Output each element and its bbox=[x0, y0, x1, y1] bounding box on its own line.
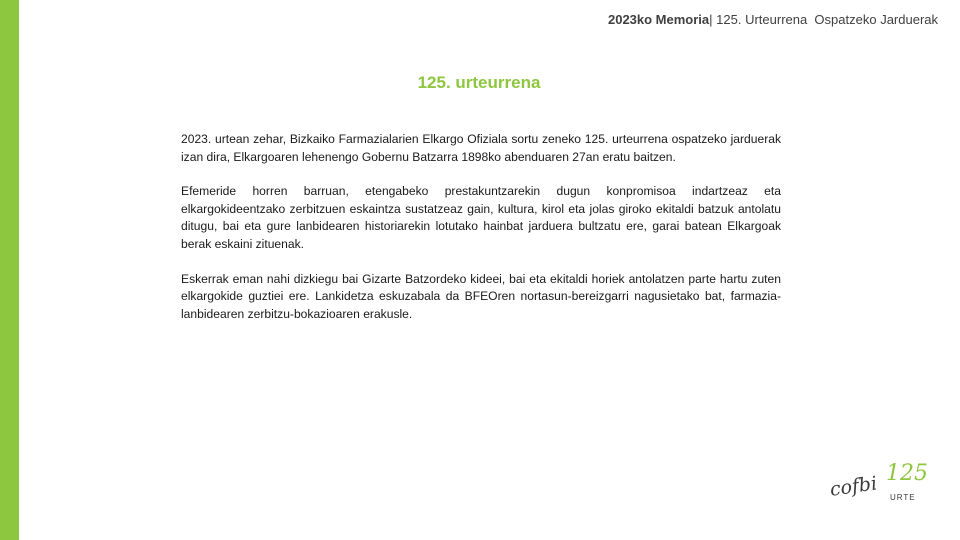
header-section-title: 125. Urteurrena Ospatzeko Jarduerak bbox=[712, 12, 938, 27]
page-title: 125. urteurrena bbox=[417, 73, 541, 92]
paragraph-2: Efemeride horren barruan, etengabeko prestakuntzarekin dugun konpromisoa indartzeaz eta elkargokideentzako zerbitzuen eskaintza sustatzeaz gain, kultura, kirol eta jolas giroko ekitaldi batzuk antolatu ditugu, bai eta gure lanbidearen historiarekin lotutako hainbat jarduera bultzatu ere, garai batean Elkargoak berak eskaini zituenak. bbox=[181, 184, 781, 251]
page-header bbox=[608, 12, 938, 27]
header-report-title: 2023ko Memoria bbox=[607, 12, 710, 27]
header-separator: | bbox=[709, 12, 713, 27]
paragraph-3: Eskerrak eman nahi dizkiegu bai Gizarte Batzordeko kideei, bai eta ekitaldi horiek antolatzen parte hartu zuten elkargokide guztiei ere. Lankidetza eskuzabala da BFEOren nortasun-bereizgarri nagusietako bat, farmazia-lanbidearen zerbitzu-bokazioaren erakusle. bbox=[181, 271, 781, 321]
body-text bbox=[181, 131, 781, 340]
cofbi-125-logo bbox=[828, 448, 936, 514]
logo-number: 125 bbox=[886, 461, 928, 486]
logo-caption: URTE bbox=[890, 493, 916, 502]
paragraph-1: 2023. urtean zehar, Bizkaiko Farmazialarien Elkargo Ofiziala sortu zeneko 125. urteurrena ospatzeko jarduerak izan dira, Elkargoaren lehenengo Gobernu Batzarra 1898ko abenduaren 27an eratu baitzen. bbox=[181, 132, 781, 164]
logo-script-text: cofbi bbox=[828, 472, 879, 501]
